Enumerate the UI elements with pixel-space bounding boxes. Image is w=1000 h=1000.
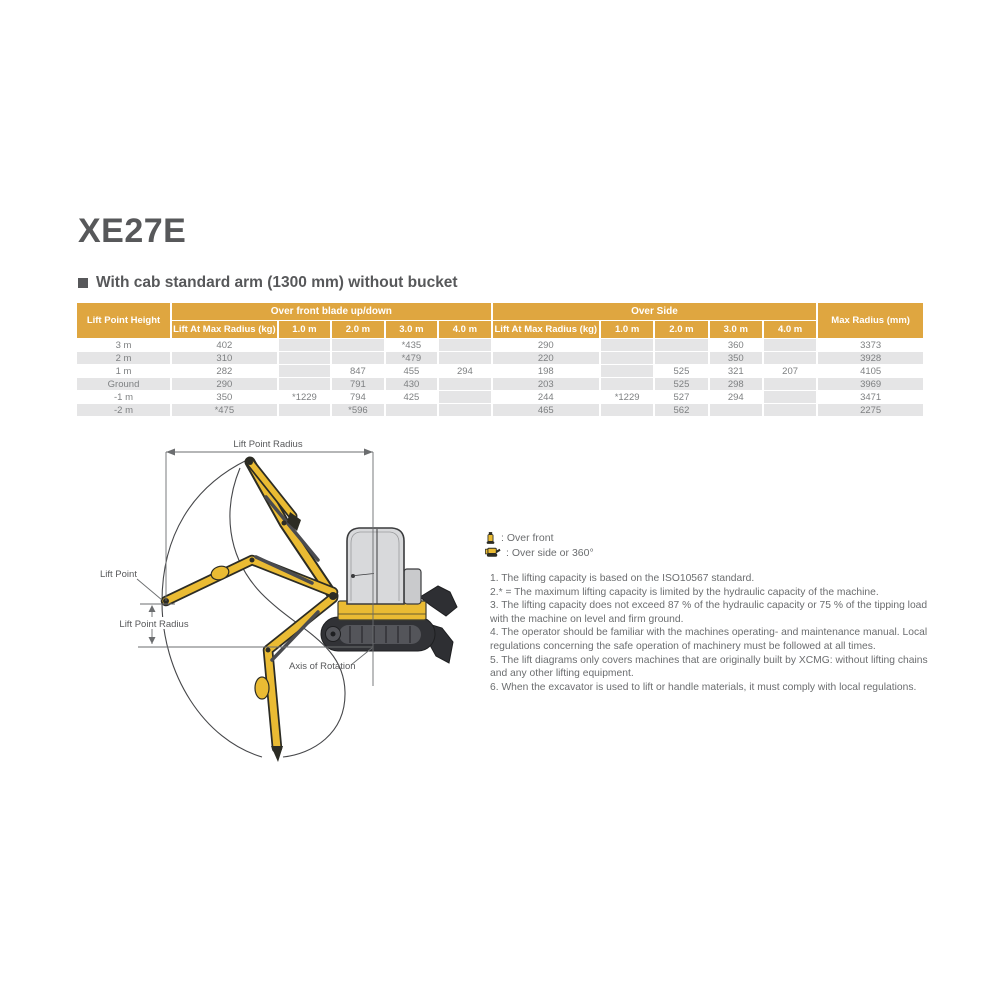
table-row — [77, 391, 923, 403]
side-subheader-cell: 4.0 m — [764, 321, 816, 338]
table-cell: 525 — [655, 365, 707, 377]
table-row — [77, 352, 923, 364]
over-front-icon — [485, 531, 496, 545]
table-cell — [764, 352, 816, 364]
table-cell: 203 — [493, 378, 599, 390]
table-cell — [439, 339, 490, 351]
table-header-row-groups — [77, 303, 923, 320]
row-height-cell: Ground — [77, 378, 170, 390]
section-subtitle — [78, 274, 458, 292]
table-cell: 455 — [386, 365, 437, 377]
table-cell: 562 — [655, 404, 707, 416]
table-cell: 525 — [655, 378, 707, 390]
table-cell: 527 — [655, 391, 707, 403]
table-cell — [332, 339, 383, 351]
max-radius-cell: 3471 — [818, 391, 923, 403]
table-cell — [439, 391, 490, 403]
table-cell — [655, 352, 707, 364]
table-cell: 282 — [172, 365, 277, 377]
table-cell: 430 — [386, 378, 437, 390]
table-cell — [439, 378, 490, 390]
table-cell — [279, 339, 330, 351]
table-cell — [439, 352, 490, 364]
table-row — [77, 339, 923, 351]
table-cell — [601, 339, 653, 351]
table-cell: 794 — [332, 391, 383, 403]
note: 1. The lifting capacity is based on the ISO10567 standard. — [490, 573, 755, 584]
working-range-diagram — [88, 430, 483, 765]
table-cell: 244 — [493, 391, 599, 403]
table-cell — [710, 404, 762, 416]
table-cell: 310 — [172, 352, 277, 364]
note: 6. When the excavator is used to lift or handle materials, it must comply with local regulations. — [490, 681, 917, 693]
table-row — [77, 365, 923, 377]
side-subheader-cell: 3.0 m — [710, 321, 762, 338]
table-cell: 350 — [172, 391, 277, 403]
subtitle-text: With cab standard arm (1300 mm) without bucket — [96, 274, 458, 291]
table-cell — [764, 391, 816, 403]
table-cell — [601, 365, 653, 377]
door-handle — [351, 574, 355, 578]
axis-of-rotation-label: Axis of Rotation — [289, 661, 356, 672]
table-cell: 360 — [710, 339, 762, 351]
table-cell — [439, 404, 490, 416]
table-cell — [332, 352, 383, 364]
max-radius-cell: 3969 — [818, 378, 923, 390]
table-cell: 425 — [386, 391, 437, 403]
max-radius-cell: 3928 — [818, 352, 923, 364]
table-cell: 294 — [710, 391, 762, 403]
side-subheader-cell: Lift At Max Radius (kg) — [493, 321, 599, 338]
table-cell: *475 — [172, 404, 277, 416]
max-radius-header-cell: Max Radius (mm) — [818, 303, 923, 338]
corner-header-cell: Lift Point Height — [77, 303, 170, 338]
legend-item-over-front — [485, 530, 594, 545]
front-subheader-cell: 4.0 m — [439, 321, 490, 338]
excavator-body — [321, 528, 457, 663]
table-cell: *479 — [386, 352, 437, 364]
row-height-cell: 3 m — [77, 339, 170, 351]
side-group-header-cell: Over Side — [493, 303, 817, 320]
legend-label: : Over side or 360° — [506, 546, 594, 559]
table-row — [77, 404, 923, 416]
table-cell: 402 — [172, 339, 277, 351]
row-height-cell: -2 m — [77, 404, 170, 416]
lift-point-radius-top-label: Lift Point Radius — [233, 439, 303, 450]
table-cell — [655, 339, 707, 351]
table-cell: 298 — [710, 378, 762, 390]
square-bullet-icon — [78, 278, 88, 288]
table-cell — [601, 404, 653, 416]
table-cell: 290 — [493, 339, 599, 351]
max-radius-cell: 3373 — [818, 339, 923, 351]
table-cell: 294 — [439, 365, 490, 377]
table-header-row-sub — [77, 321, 923, 338]
note: 5. The lift diagrams only covers machines that are originally built by XCMG: without lifting chains and any other lifting equipment. — [490, 654, 928, 680]
row-height-cell: 2 m — [77, 352, 170, 364]
lift-point-radius-left-label: Lift Point Radius — [119, 619, 189, 630]
table-row — [77, 378, 923, 390]
side-subheader-cell: 1.0 m — [601, 321, 653, 338]
table-cell — [764, 404, 816, 416]
front-group-header-cell: Over front blade up/down — [172, 303, 491, 320]
table-cell — [279, 404, 330, 416]
max-radius-cell: 4105 — [818, 365, 923, 377]
table-cell — [279, 365, 330, 377]
front-subheader-cell: 1.0 m — [279, 321, 330, 338]
table-cell: 220 — [493, 352, 599, 364]
page-title: XE27E — [78, 212, 187, 250]
front-subheader-cell: Lift At Max Radius (kg) — [172, 321, 277, 338]
table-cell: *1229 — [279, 391, 330, 403]
table-cell: 350 — [710, 352, 762, 364]
table-cell: 321 — [710, 365, 762, 377]
notes-section — [490, 572, 935, 694]
lift-point-label: Lift Point — [100, 569, 137, 580]
table-cell — [601, 352, 653, 364]
table-cell: 290 — [172, 378, 277, 390]
table-cell: 465 — [493, 404, 599, 416]
table-cell — [279, 378, 330, 390]
legend-item-over-side — [485, 545, 594, 560]
lift-capacity-table — [75, 302, 925, 417]
front-subheader-cell: 2.0 m — [332, 321, 383, 338]
row-height-cell: -1 m — [77, 391, 170, 403]
max-radius-cell: 2275 — [818, 404, 923, 416]
table-cell: 207 — [764, 365, 816, 377]
table-cell: 791 — [332, 378, 383, 390]
side-subheader-cell: 2.0 m — [655, 321, 707, 338]
over-side-icon — [485, 547, 501, 558]
table-cell — [279, 352, 330, 364]
table-cell: *596 — [332, 404, 383, 416]
table-cell: *435 — [386, 339, 437, 351]
table-cell — [386, 404, 437, 416]
arm-down-position — [255, 598, 333, 762]
table-cell: 198 — [493, 365, 599, 377]
row-height-cell: 1 m — [77, 365, 170, 377]
table-cell: 847 — [332, 365, 383, 377]
note: 2.* = The maximum lifting capacity is limited by the hydraulic capacity of the machine. — [490, 586, 879, 598]
note: 3. The lifting capacity does not exceed 87 % of the hydraulic capacity or 75 % of the tipping load with the machine on level and firm ground. — [490, 600, 928, 625]
table-cell — [764, 378, 816, 390]
table-cell: *1229 — [601, 391, 653, 403]
legend-label: : Over front — [501, 531, 554, 544]
front-subheader-cell: 3.0 m — [386, 321, 437, 338]
legend — [485, 530, 594, 560]
table-cell — [764, 339, 816, 351]
table-cell — [601, 378, 653, 390]
note: 4. The operator should be familiar with the machines operating- and maintenance manual. Local regulations concerning the safe operation of machinery must be followed at all times. — [490, 627, 928, 652]
